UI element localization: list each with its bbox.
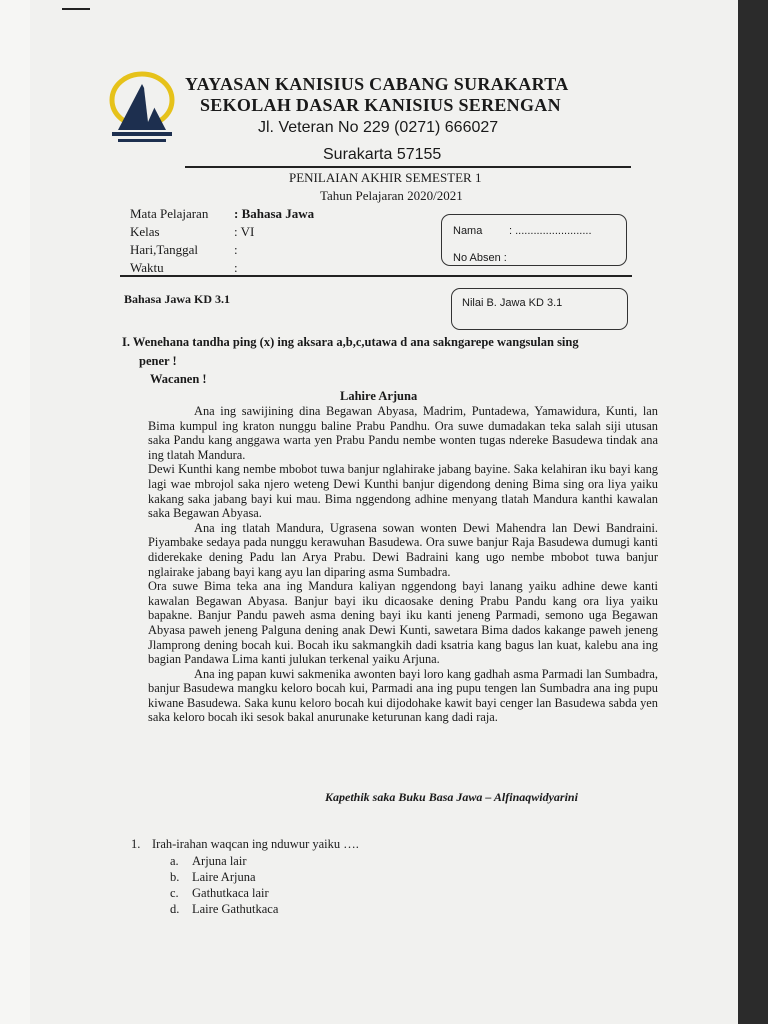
org-name: YAYASAN KANISIUS CABANG SURAKARTA bbox=[185, 74, 569, 94]
page-left-margin bbox=[0, 0, 30, 1024]
corner-mark bbox=[62, 8, 90, 10]
time-label: Waktu bbox=[130, 260, 164, 275]
exam-year: Tahun Pelajaran 2020/2021 bbox=[320, 188, 463, 203]
reading-label: Wacanen ! bbox=[150, 372, 207, 386]
story-paragraph-4: Ora suwe Bima teka ana ing Mandura kaliyan nggendong bayi lanang yaiku adhine dewe kanti kawalan Begawan Abyasa. Banjur bayi iku dicaosake dening Prabu Pandu kang ora liya yaiku bapakne. Banjur Pandu paweh asma dening bayi iku kanti jeneng Parmadi, semono uga Begawan Abyasa paweh jeneng Palguna dening anak Dewi Kunti, sawetara Bima dados kakange paweh jeneng Jlamprong dening bocah kui. Bocah iku sakmangkih dadi ksatria kang bagus lan kuat, kalebu ana ing bagian Pandawa Lima kanti julukan terkenal yaiku Arjuna. bbox=[148, 579, 658, 667]
subject-label: Mata Pelajaran bbox=[130, 206, 209, 221]
story-source: Kapethik saka Buku Basa Jawa – Alfinaqwidyarini bbox=[325, 790, 578, 804]
day-label: Hari,Tanggal bbox=[130, 242, 199, 257]
day-value: : bbox=[234, 242, 238, 257]
name-label: Nama bbox=[453, 225, 483, 237]
school-name: SEKOLAH DASAR KANISIUS SERENGAN bbox=[200, 95, 561, 115]
exam-title: PENILAIAN AKHIR SEMESTER 1 bbox=[289, 170, 482, 185]
story-paragraph-3: Ana ing tlatah Mandura, Ugrasena sowan wonten Dewi Mahendra lan Dewi Bandraini. Piyambake sedaya pada nunggu kerawuhan Basudewa. Ora suwe banjur Raja Basudewa dumugi kanti diderekake dening Padu lan Arya Prabu. Dewi Badraini kang ugo nembe mbobot tuwa banjur nglairake jabang bayi kang ayu lan diparing asma Sumbadra. bbox=[148, 520, 658, 579]
story-paragraph-5: Ana ing papan kuwi sakmenika awonten bayi loro kang gadhah asma Parmadi lan Sumbadra, banjur Basudewa mangku keloro bocah kui, Parmadi ana ing pupu tengen lan Sumbadra ana ing pupu kiwane Basudewa. Saka kunu keloro bocah kui dijodohake kawit bayi cenger lan Basudewa sabda yen saka keloro bocah iki sesok bakal anurunake keturunan kang dadi raja. bbox=[148, 666, 658, 725]
class-value: : VI bbox=[234, 224, 255, 239]
grade-box bbox=[451, 288, 628, 330]
option-d-text[interactable]: Laire Gathutkaca bbox=[192, 902, 279, 916]
absen-label: No Absen : bbox=[453, 252, 507, 264]
school-city: Surakarta 57155 bbox=[323, 146, 442, 163]
story-body bbox=[148, 404, 658, 725]
time-value: : bbox=[234, 260, 238, 275]
question-text: Irah-irahan waqcan ing nduwur yaiku …. bbox=[152, 837, 359, 851]
option-b-text[interactable]: Laire Arjuna bbox=[192, 870, 256, 884]
story-paragraph-1: Ana ing sawijining dina Begawan Abyasa, Madrim, Puntadewa, Yamawidura, Kunti, lan Bima kumpul ing kraton nunggu baline Prabu Pandhu. Ora suwe dumadakan teka salah siji utusan saka Pandu kang anggawa warta yen Prabu Pandu nembe wonten tugas ndereke Basudewa tindak ana ing tlatah Mandura. bbox=[148, 404, 658, 462]
info-divider bbox=[120, 275, 632, 277]
header-divider bbox=[185, 166, 631, 168]
instruction-line-2: pener ! bbox=[139, 354, 177, 368]
option-b-letter[interactable]: b. bbox=[170, 870, 180, 884]
option-a-letter[interactable]: a. bbox=[170, 854, 179, 868]
story-paragraph-2: Dewi Kunthi kang nembe mbobot tuwa banjur nglahirake jabang bayine. Saka kelahiran iku bayi kang lagi wae mbrojol saka njero weteng Dewi Kunthi banjur digendong dening Bima sing ora liya yaiku kakang saka jabang bayi kui mau. Bima nggendong adhine menyang tlatah Mandura kanthi kawalan saka Begawan Abyasa. bbox=[148, 462, 658, 521]
grade-box-label: Nilai B. Jawa KD 3.1 bbox=[462, 297, 563, 309]
kd-label: Bahasa Jawa KD 3.1 bbox=[124, 292, 231, 306]
name-value: : ......................... bbox=[509, 225, 592, 237]
question-number: 1. bbox=[131, 837, 141, 851]
option-c-text[interactable]: Gathutkaca lair bbox=[192, 886, 269, 900]
class-label: Kelas bbox=[130, 224, 160, 239]
instruction-line-1: I. Wenehana tandha ping (x) ing aksara a,b,c,utawa d ana sakngarepe wangsulan sing bbox=[122, 335, 579, 349]
option-d-letter[interactable]: d. bbox=[170, 902, 180, 916]
option-a-text[interactable]: Arjuna lair bbox=[192, 854, 247, 868]
school-logo-icon bbox=[108, 70, 176, 150]
school-address: Jl. Veteran No 229 (0271) 666027 bbox=[258, 119, 499, 136]
story-title: Lahire Arjuna bbox=[340, 389, 418, 403]
option-c-letter[interactable]: c. bbox=[170, 886, 179, 900]
subject-value: : Bahasa Jawa bbox=[234, 206, 315, 221]
name-box bbox=[441, 214, 627, 266]
